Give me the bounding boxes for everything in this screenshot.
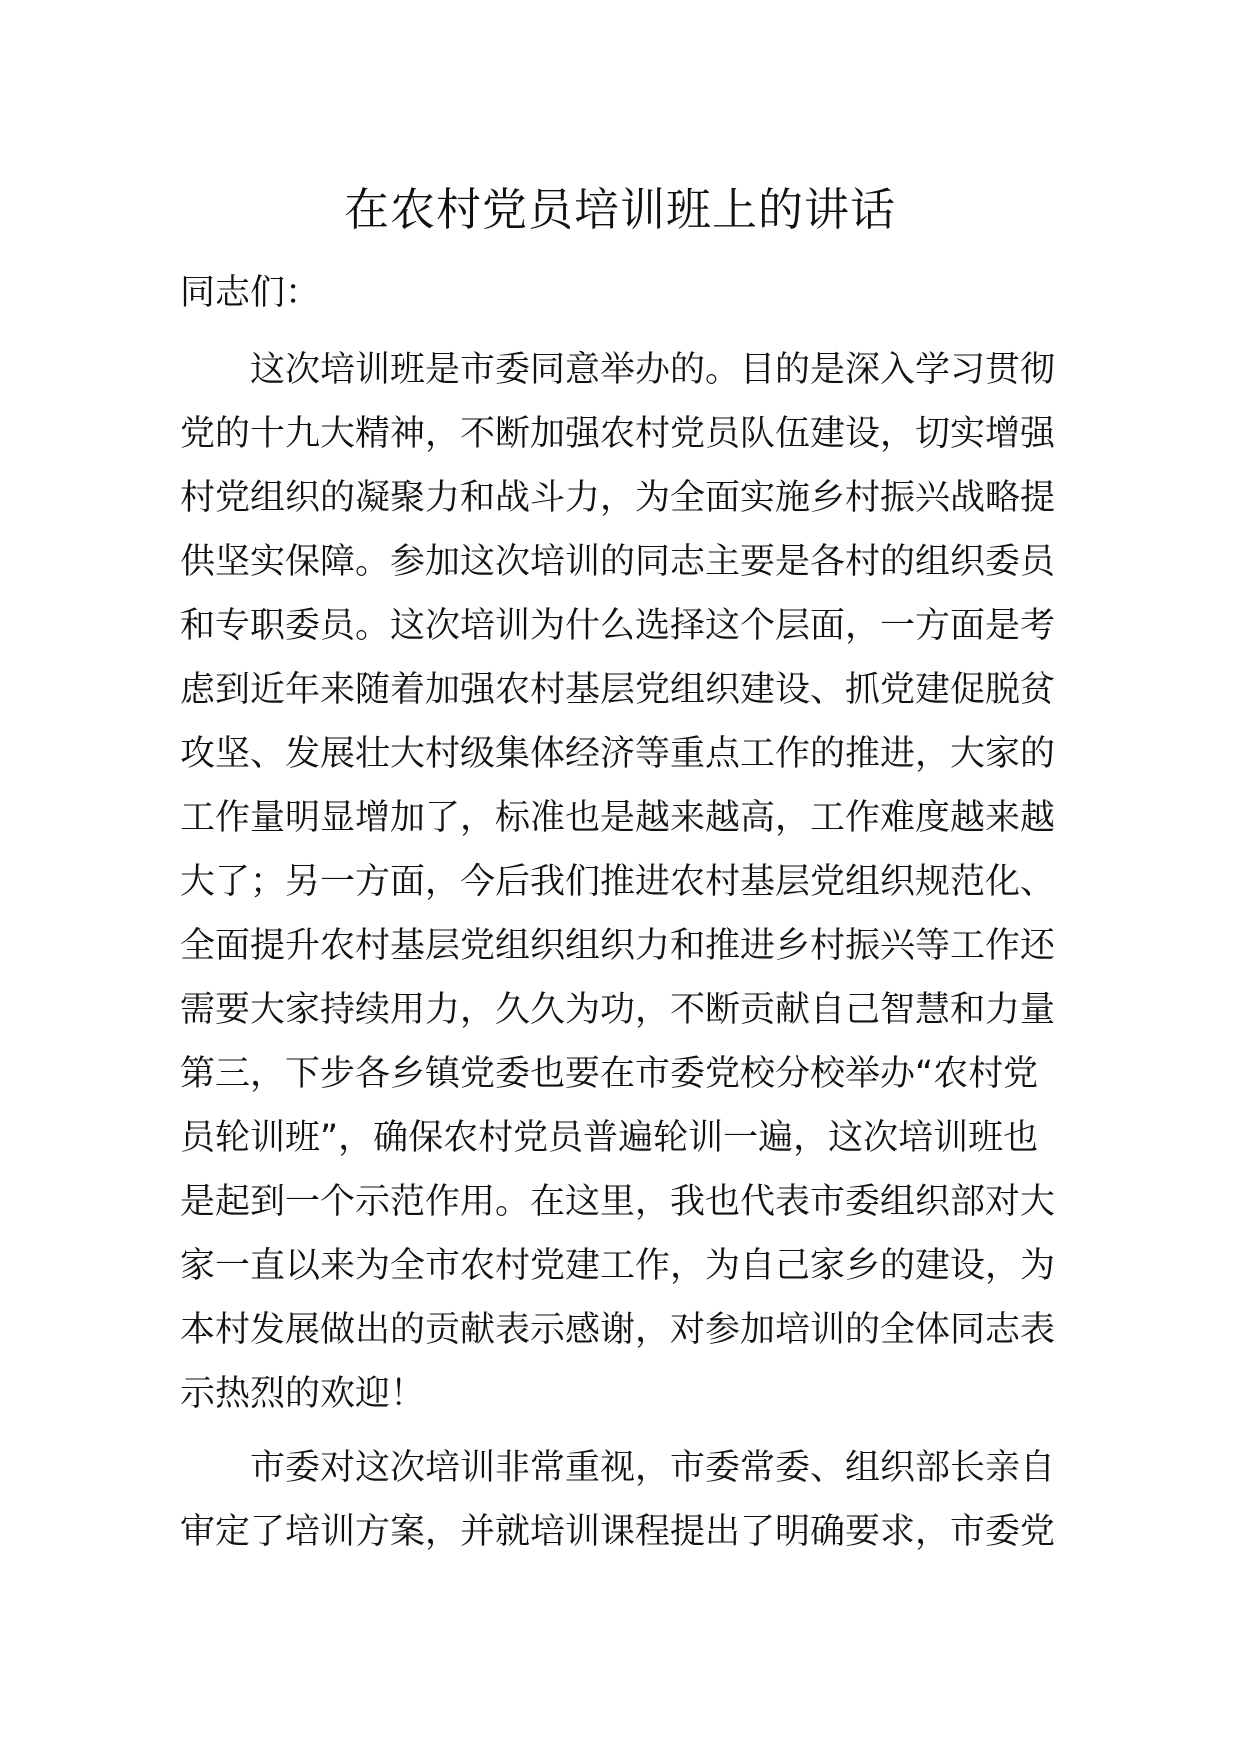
paragraph-line: 示热烈的欢迎！ [180,1374,426,1414]
paragraph-line: 市委对这次培训非常重视，市委常委、组织部长亲自 [250,1448,1056,1488]
paragraph-line: 工作量明显增加了，标准也是越来越高，工作难度越来越 [180,798,1056,838]
paragraph-line: 第三，下步各乡镇党委也要在市委党校分校举办“农村党 [180,1054,1039,1094]
paragraph-line: 攻坚、发展壮大村级集体经济等重点工作的推进，大家的 [180,734,1056,774]
paragraph-2 [180,1436,1080,1564]
paragraph-1 [180,338,1080,1426]
paragraph-line: 大了；另一方面，今后我们推进农村基层党组织规范化、 [180,862,1056,902]
paragraph-line: 虑到近年来随着加强农村基层党组织建设、抓党建促脱贫 [180,670,1056,710]
paragraph-line: 和专职委员。这次培训为什么选择这个层面，一方面是考 [180,606,1056,646]
paragraph-line: 审定了培训方案，并就培训课程提出了明确要求，市委党 [180,1512,1056,1552]
paragraph-line: 需要大家持续用力，久久为功，不断贡献自己智慧和力量 [180,990,1056,1030]
paragraph-line: 家一直以来为全市农村党建工作，为自己家乡的建设，为 [180,1246,1056,1286]
paragraph-line: 员轮训班”，确保农村党员普遍轮训一遍，这次培训班也 [180,1118,1039,1158]
salutation: 同志们： [180,273,321,313]
paragraph-line: 党的十九大精神，不断加强农村党员队伍建设，切实增强 [180,414,1056,454]
paragraph-line: 是起到一个示范作用。在这里，我也代表市委组织部对大 [180,1182,1056,1222]
paragraph-line: 本村发展做出的贡献表示感谢，对参加培训的全体同志表 [180,1310,1056,1350]
paragraph-line: 供坚实保障。参加这次培训的同志主要是各村的组织委员 [180,542,1056,582]
paragraph-line: 这次培训班是市委同意举办的。目的是深入学习贯彻 [250,350,1056,390]
paragraph-line: 村党组织的凝聚力和战斗力，为全面实施乡村振兴战略提 [180,478,1056,518]
paragraph-line: 全面提升农村基层党组织组织力和推进乡村振兴等工作还 [180,926,1056,966]
document-title: 在农村党员培训班上的讲话 [343,183,896,236]
